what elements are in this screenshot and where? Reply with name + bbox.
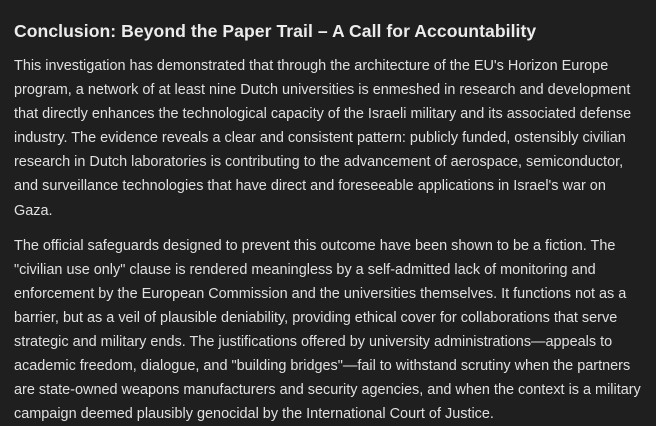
paragraph-investigation-findings: This investigation has demonstrated that through the architecture of the EU's Horizon Europe program, a network of at least nine Dutch universities is enmeshed in research and development that directly enhances the technological capacity of the Israeli military and its associated defense industry. The evidence reveals a clear and consistent pattern: publicly funded, ostensibly civilian research in Dutch laboratories is contributing to the advancement of aerospace, semiconductor, and surveillance technologies that have direct and foreseeable applications in Israel's war on Gaza. — [14, 58, 632, 219]
conclusion-heading: Conclusion: Beyond the Paper Trail – A Call for Accountability — [14, 21, 537, 41]
paragraph-official-safeguards: The official safeguards designed to prevent this outcome have been shown to be a fiction. The "civilian use only" clause is rendered meaningless by a self-admitted lack of monitoring and enforcement by the European Commission and the universities themselves. It functions not as a barrier, but as a veil of plausible deniability, providing ethical cover for collaborations that serve strategic and military ends. The justifications offered by university administrations—appeals to academic freedom, dialogue, and "building bridges"—fail to withstand scrutiny when the partners are state-owned weapons manufacturers and security agencies, and when the context is a military campaign deemed plausibly genocidal by the International Court of Justice. — [14, 237, 641, 423]
